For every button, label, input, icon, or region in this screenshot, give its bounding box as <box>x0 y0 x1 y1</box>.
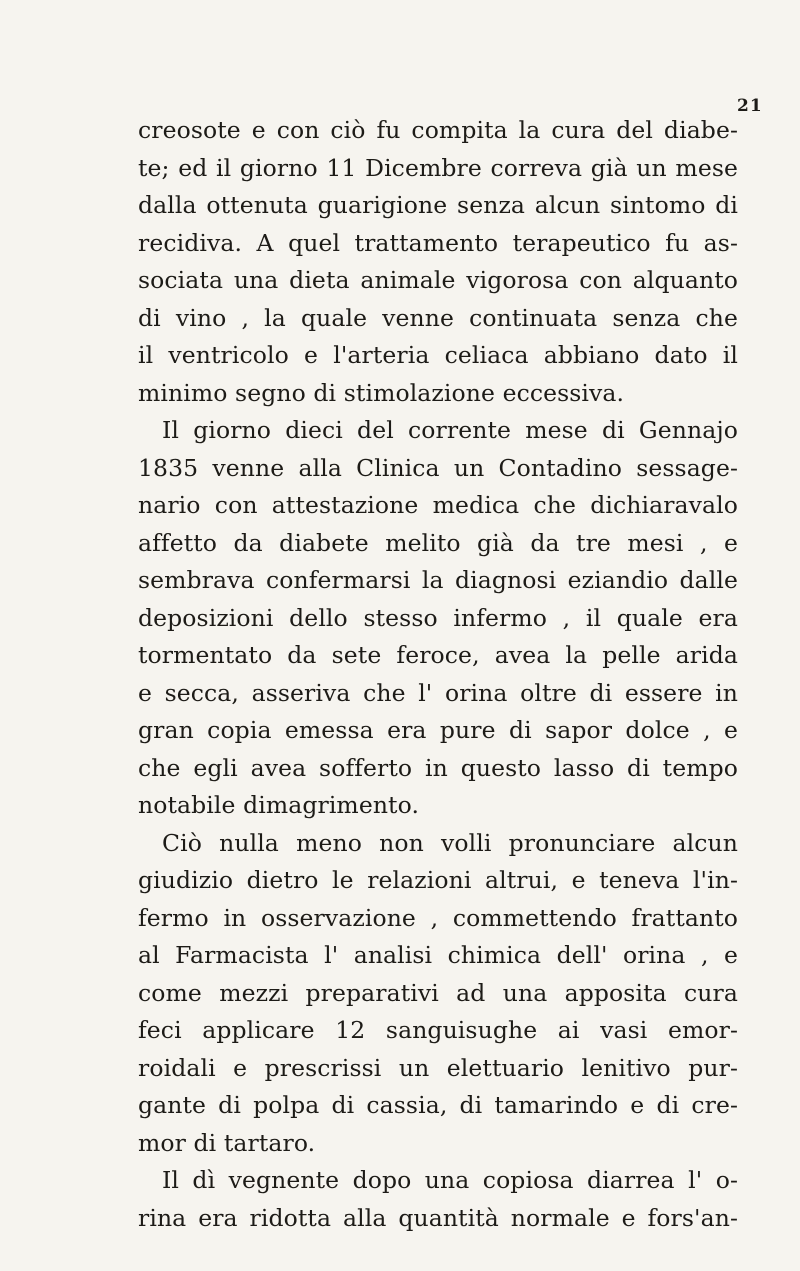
body-text <box>138 112 738 1237</box>
text-line: mor di tartaro. <box>138 1128 316 1157</box>
text-line: roidali e prescrissi un elettuario lenitivo pur- <box>138 1053 738 1082</box>
text-line: fermo in osservazione , commettendo frattanto <box>138 903 738 932</box>
text-line: e secca, asseriva che l' orina oltre di essere in <box>138 678 738 707</box>
text-line: deposizioni dello stesso infermo , il quale era <box>138 603 738 632</box>
text-line: il ventricolo e l'arteria celiaca abbiano dato il <box>138 341 738 369</box>
text-line: minimo segno di stimolazione eccessiva. <box>138 378 625 407</box>
text-line: nario con attestazione medica che dichiaravalo <box>138 491 738 519</box>
text-line: rina era ridotta alla quantità normale e fors'an- <box>138 1203 738 1232</box>
page-number: 21 <box>737 96 763 116</box>
text-line: come mezzi preparativi ad una apposita cura <box>138 978 738 1007</box>
text-line: te; ed il giorno 11 Dicembre correva già un mese <box>138 153 738 182</box>
text-line: sembrava confermarsi la diagnosi eziandio dalle <box>138 566 738 594</box>
paragraph-start: Il dì vegnente dopo una copiosa diarrea l' o- <box>162 1166 738 1194</box>
text-line: recidiva. A quel trattamento terapeutico fu as- <box>138 228 738 257</box>
text-line: di vino , la quale venne continuata senza che <box>138 303 738 332</box>
text-line: gran copia emessa era pure di sapor dolce , e <box>138 716 738 744</box>
text-line: 1835 venne alla Clinica un Contadino sessage- <box>138 453 738 482</box>
text-line: giudizio dietro le relazioni altrui, e teneva l'in- <box>138 866 738 894</box>
text-line: gante di polpa di cassia, di tamarindo e di cre- <box>138 1091 738 1119</box>
paragraph-start: Il giorno dieci del corrente mese di Gennajo <box>162 416 738 444</box>
text-line: feci applicare 12 sanguisughe ai vasi emor- <box>138 1016 738 1044</box>
text-line: notabile dimagrimento. <box>138 791 420 819</box>
text-line: al Farmacista l' analisi chimica dell' orina , e <box>138 941 738 969</box>
text-line: tormentato da sete feroce, avea la pelle arida <box>138 641 738 669</box>
text-line: dalla ottenuta guarigione senza alcun sintomo di <box>138 191 738 219</box>
text-line: sociata una dieta animale vigorosa con alquanto <box>138 266 738 294</box>
text-line: affetto da diabete melito già da tre mesi , e <box>138 528 738 557</box>
text-line: che egli avea sofferto in questo lasso di tempo <box>138 753 738 782</box>
paragraph-start: Ciò nulla meno non volli pronunciare alcun <box>162 828 738 857</box>
text-line: creosote e con ciò fu compita la cura del diabe- <box>138 116 738 144</box>
